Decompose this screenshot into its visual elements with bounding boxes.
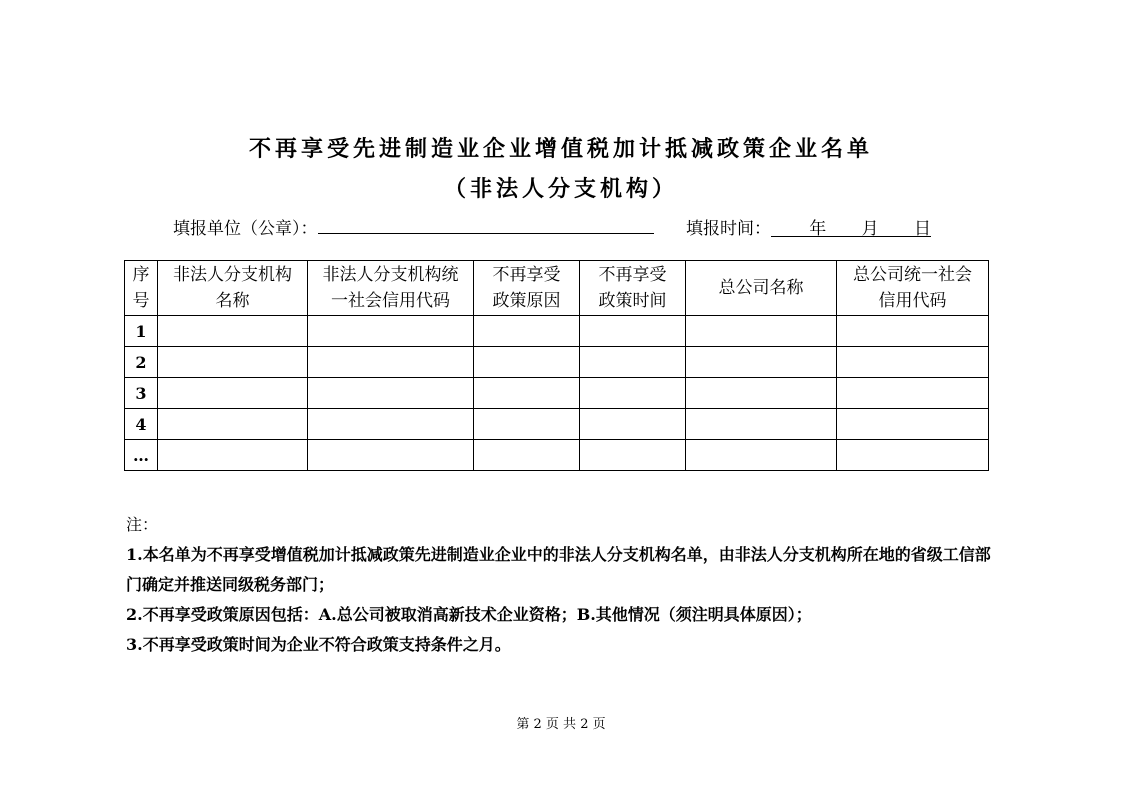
- table-cell[interactable]: [580, 409, 686, 440]
- table-cell[interactable]: [474, 378, 580, 409]
- column-header-5: [580, 261, 686, 316]
- table-cell[interactable]: [580, 440, 686, 471]
- column-header-1: [125, 261, 158, 316]
- note-item-2: 2.不再享受政策原因包括：A.总公司被取消高新技术企业资格；B.其他情况（须注明具体原因）；: [126, 605, 812, 624]
- table-header-row: [125, 261, 989, 316]
- table-cell[interactable]: [308, 409, 474, 440]
- table-row: [125, 440, 989, 471]
- column-header-line: 不再享受: [492, 265, 561, 285]
- table-cell[interactable]: [158, 440, 308, 471]
- table-cell[interactable]: [837, 409, 989, 440]
- column-header-4: [474, 261, 580, 316]
- column-header-6: [686, 261, 837, 316]
- table-cell[interactable]: [837, 440, 989, 471]
- table-cell[interactable]: [474, 440, 580, 471]
- table-cell[interactable]: [837, 347, 989, 378]
- table-row: [125, 347, 989, 378]
- fill-unit-field[interactable]: [318, 214, 654, 234]
- column-header-7: [837, 261, 989, 316]
- table-cell[interactable]: [158, 347, 308, 378]
- table-cell[interactable]: [686, 316, 837, 347]
- column-header-3: [308, 261, 474, 316]
- row-number: 1: [125, 316, 158, 347]
- column-header-line: 政策原因: [492, 291, 561, 311]
- day-label: 日: [914, 219, 931, 239]
- table-row: [125, 316, 989, 347]
- column-header-line: 信用代码: [878, 291, 947, 311]
- column-header-line: 非法人分支机构: [173, 265, 292, 285]
- table-cell[interactable]: [580, 378, 686, 409]
- fill-unit-row: [173, 214, 654, 239]
- column-header-2: [158, 261, 308, 316]
- month-label: 月: [861, 219, 879, 239]
- table-cell[interactable]: [474, 316, 580, 347]
- fill-unit-label: 填报单位（公章）：: [173, 219, 318, 239]
- document-subtitle: （非法人分支机构）: [443, 176, 678, 202]
- row-number: 4: [125, 409, 158, 440]
- column-header-line: 名称: [215, 291, 250, 311]
- table-cell[interactable]: [686, 409, 837, 440]
- table-cell[interactable]: [686, 440, 837, 471]
- note-item-3: 3.不再享受政策时间为企业不符合政策支持条件之月。: [126, 635, 511, 654]
- table-cell[interactable]: [686, 378, 837, 409]
- table-cell[interactable]: [580, 347, 686, 378]
- table-cell[interactable]: [837, 316, 989, 347]
- table-cell[interactable]: [686, 347, 837, 378]
- fill-time-row: [686, 214, 931, 239]
- table-row: [125, 378, 989, 409]
- column-header-line: 总公司名称: [718, 278, 804, 298]
- table-cell[interactable]: [308, 378, 474, 409]
- table-cell[interactable]: [308, 347, 474, 378]
- table-body: [125, 316, 989, 471]
- column-header-line: 序: [132, 265, 150, 285]
- table-row: [125, 409, 989, 440]
- column-header-line: 非法人分支机构统: [322, 265, 459, 285]
- column-header-line: 政策时间: [598, 291, 667, 311]
- branch-list-table: [124, 260, 989, 471]
- table-cell[interactable]: [474, 409, 580, 440]
- row-number: 3: [125, 378, 158, 409]
- table-cell[interactable]: [308, 440, 474, 471]
- column-header-line: 不再享受: [598, 265, 667, 285]
- note-item-1: 1.本名单为不再享受增值税加计抵减政策先进制造业企业中的非法人分支机构名单，由非法人分支机构所在地的省级工信部门确定并推送同级税务部门；: [126, 545, 991, 594]
- table-cell[interactable]: [158, 378, 308, 409]
- notes-section: [126, 510, 996, 660]
- table-cell[interactable]: [474, 347, 580, 378]
- row-number: …: [125, 440, 158, 471]
- table-cell[interactable]: [837, 378, 989, 409]
- document-title: 不再享受先进制造业企业增值税加计抵减政策企业名单: [248, 136, 873, 162]
- fill-time-field[interactable]: [771, 214, 931, 237]
- column-header-line: 总公司统一社会: [853, 265, 972, 285]
- column-header-line: 一社会信用代码: [331, 291, 450, 311]
- column-header-line: 号: [132, 291, 150, 311]
- row-number: 2: [125, 347, 158, 378]
- table-cell[interactable]: [580, 316, 686, 347]
- fill-time-label: 填报时间：: [686, 219, 771, 239]
- table-cell[interactable]: [308, 316, 474, 347]
- page-footer: 第 2 页 共 2 页: [516, 717, 606, 732]
- year-label: 年: [809, 219, 827, 239]
- table-cell[interactable]: [158, 409, 308, 440]
- table-cell[interactable]: [158, 316, 308, 347]
- notes-heading: 注：: [126, 515, 159, 534]
